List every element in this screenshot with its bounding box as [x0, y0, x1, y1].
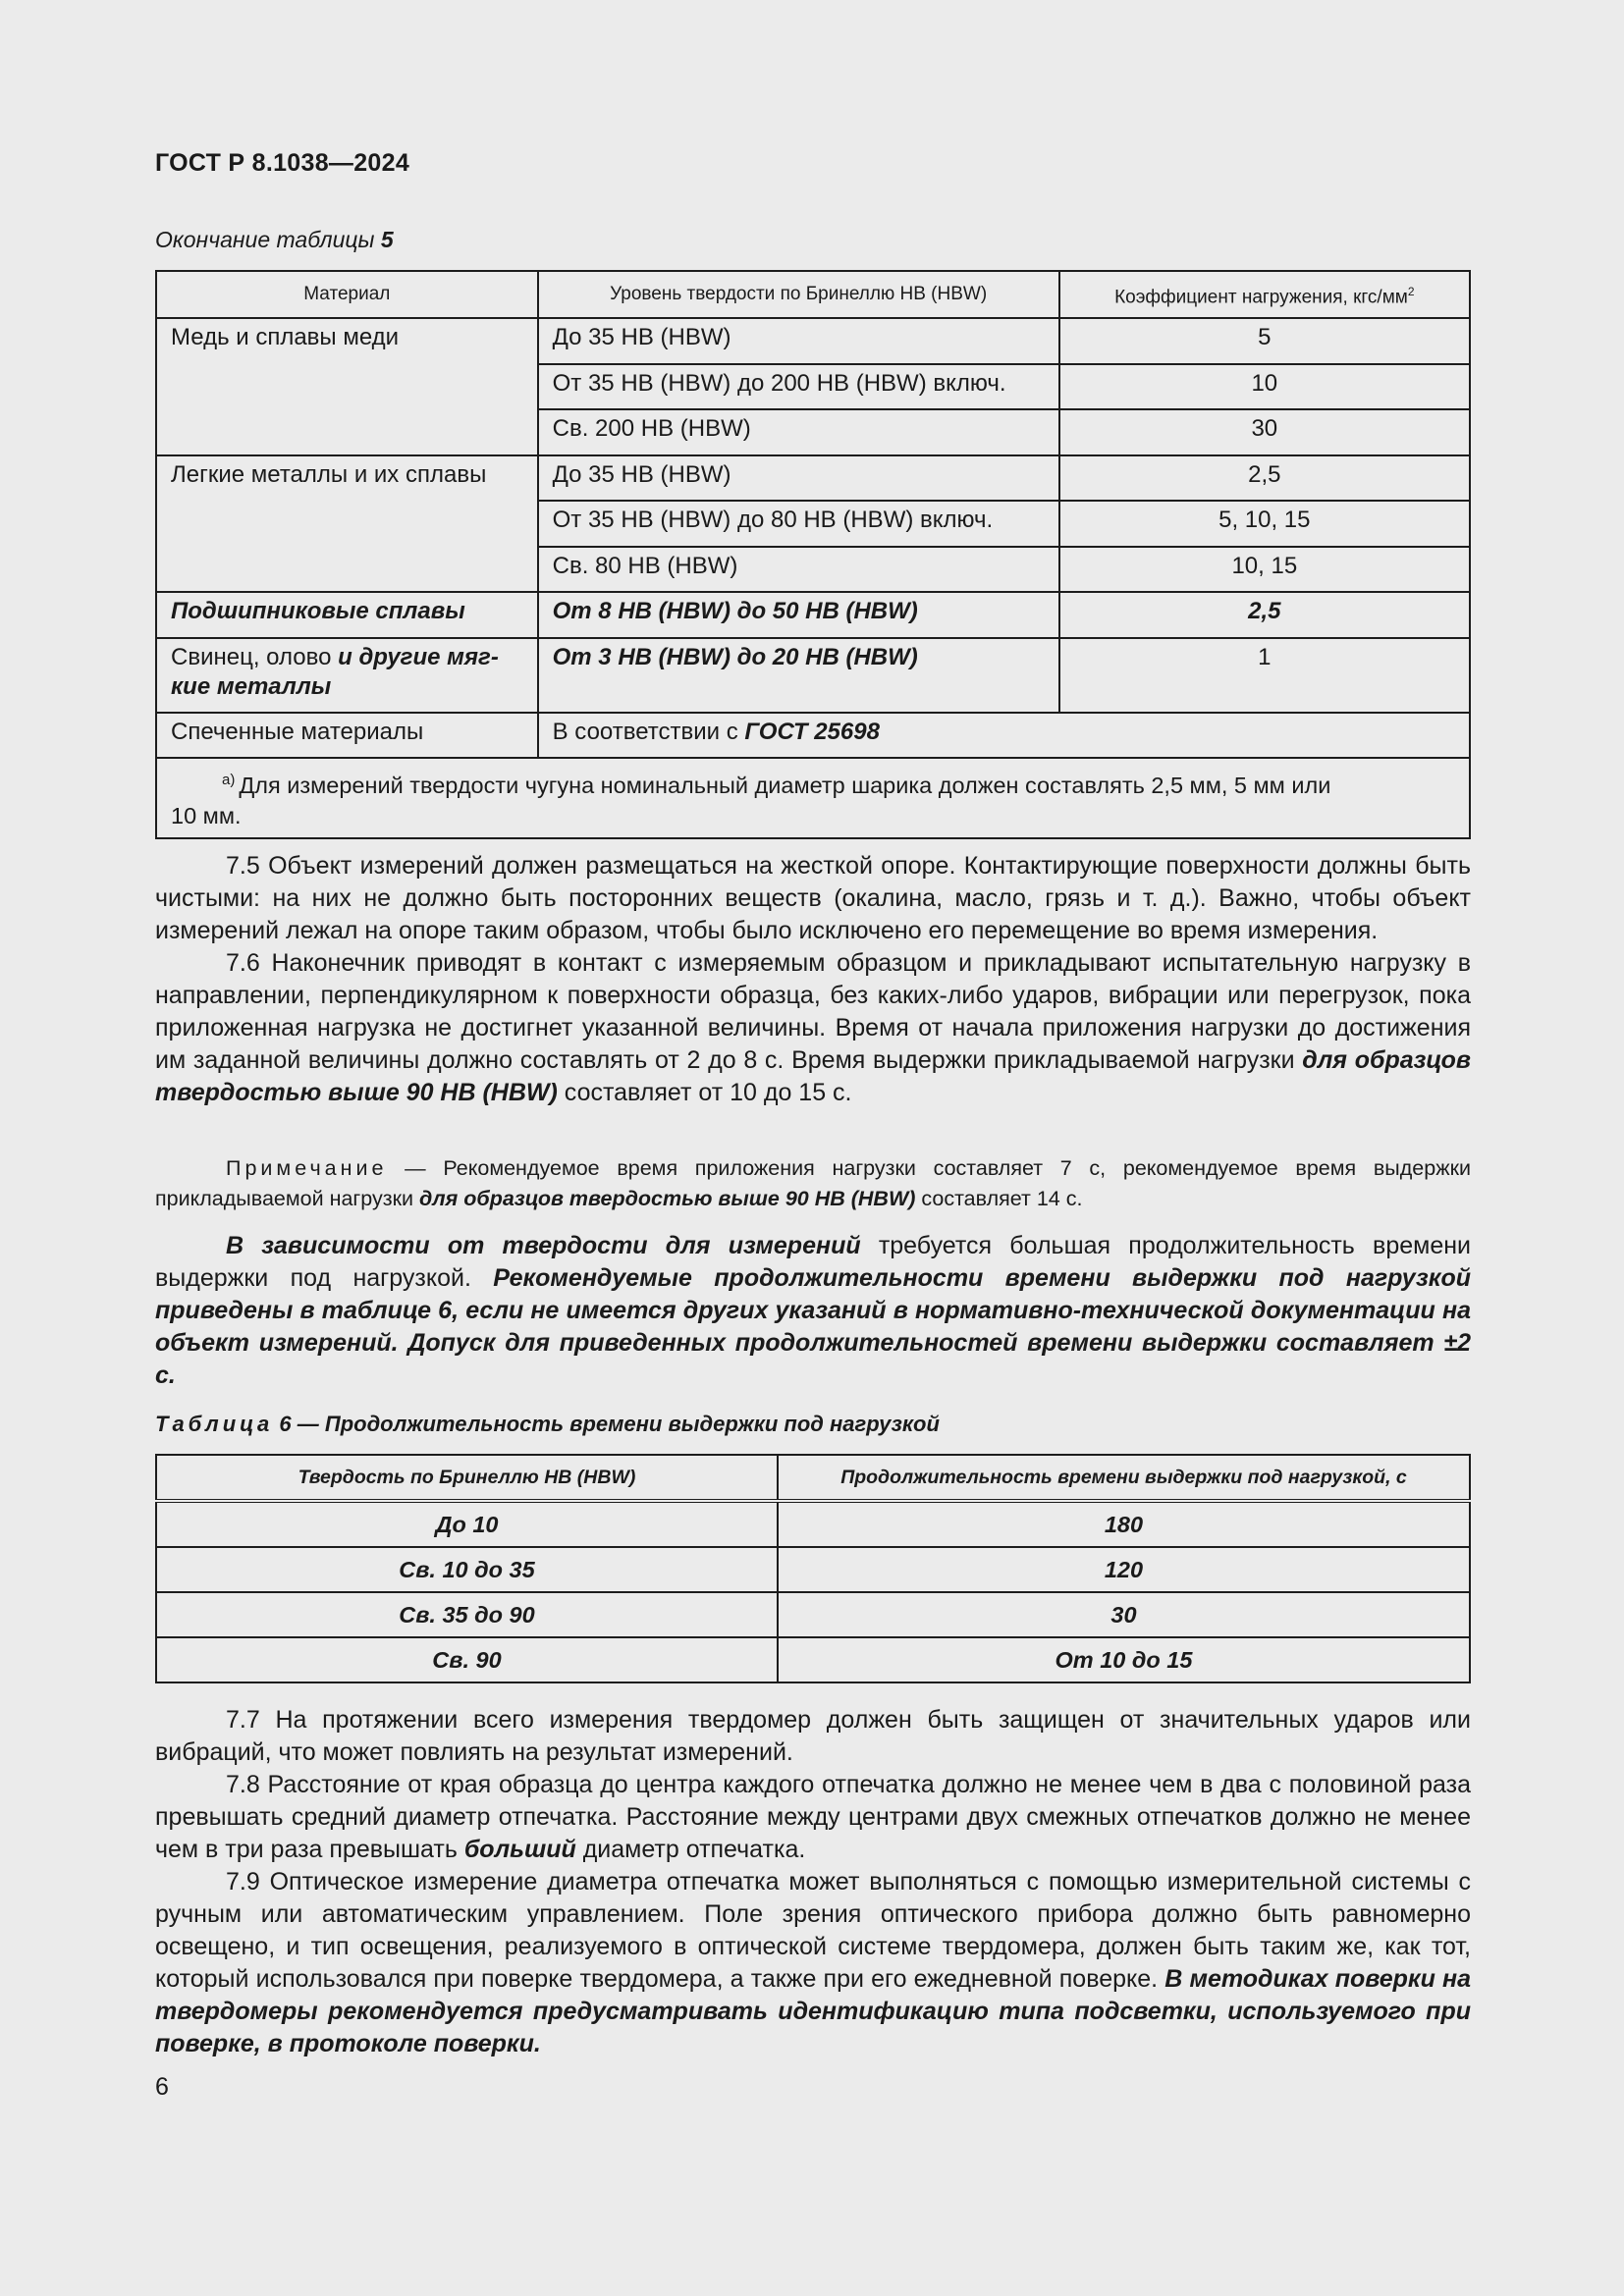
paragraph-hold-time: В зависимости от твердости для измерений требуется большая продолжительность времени выдержки под нагрузкой. Рекомендуемые продолжительности времени выдержки под нагрузкой приведены в таблице 6, если не имеется других указаний в нормативно-технической документации на объект измерений. Допуск для приведенных продолжительностей времени выдержки составляет ±2 с. — [155, 1232, 1471, 1389]
column-header-hardness-level: Уровень твердости по Бринеллю НВ (HBW) — [538, 271, 1059, 318]
table6-caption: Таблица 6 — Продолжительность времени выдержки под нагрузкой — [155, 1412, 940, 1436]
paragraph-7-8: 7.8 Расстояние от края образца до центра каждого отпечатка должно не менее чем в два с половиной раза превышать средний диаметр отпечатка. Расстояние между центрами двух смежных отпечатков должно не менее чем в три раза превышать больший диаметр отпечатка. — [155, 1771, 1471, 1863]
duration-cell: От 10 до 15 — [778, 1637, 1470, 1682]
table5-caption: Окончание таблицы 5 — [155, 227, 394, 252]
column-header-load-coefficient: Коэффициент нагружения, кгс/$мм^2$ — [1059, 271, 1470, 318]
level-cell: От 8 НВ (HBW) до 50 НВ (HBW) — [538, 592, 1059, 638]
table-row — [156, 713, 1470, 759]
hardness-cell: Св. 90 — [156, 1637, 778, 1682]
table-footnote-row — [156, 758, 1470, 838]
coeff-cell: 5, 10, 15 — [1059, 501, 1470, 547]
duration-cell: 30 — [778, 1592, 1470, 1637]
note-block — [155, 1153, 1471, 1214]
paragraph-7-9: 7.9 Оптическое измерение диаметра отпечатка может выполняться с помощью измерительной системы с ручным или автоматическим управлением. Поле зрения оптического прибора должно быть равномерно освещено, и тип освещения, реализуемого в оптической системе твердомера, должен быть таким же, как тот, который использовался при поверке твердомера, а также при его ежедневной поверке. В методиках поверки на твердомеры рекомендуется предусматривать идентификацию типа подсветки, используемого при поверке, в протоколе поверки. — [155, 1868, 1472, 2057]
table6 — [155, 1454, 1471, 1683]
table5 — [155, 270, 1471, 839]
material-cell: Легкие металлы и их сплавы — [156, 455, 538, 593]
material-cell: Подшипниковые сплавы — [156, 592, 538, 638]
column-header-hardness: Твердость по Бринеллю НВ (HBW) — [156, 1455, 778, 1501]
body-text-block-3 — [155, 1704, 1471, 2060]
table-row — [156, 592, 1470, 638]
level-cell: Св. 80 НВ (HBW) — [538, 547, 1059, 593]
material-cell: Медь и сплавы меди — [156, 318, 538, 455]
level-cell: В соответствии с ГОСТ 25698 — [538, 713, 1470, 759]
table-row — [156, 455, 1470, 502]
level-cell: Св. 200 НВ (HBW) — [538, 409, 1059, 455]
document-header: ГОСТ Р 8.1038—2024 — [155, 149, 410, 177]
table-footnote: $^{а)}$ Для измерений твердости чугуна номинальный диаметр шарика должен составлять 2,5 мм, 5 мм или 10 мм. — [156, 758, 1470, 838]
note-label: Примечание — [226, 1156, 388, 1180]
note: Примечание — Рекомендуемое время приложения нагрузки составляет 7 с, рекомендуемое время выдержки прикладываемой нагрузки для образцов твердостью выше 90 НВ (HBW) составляет 14 с. — [155, 1156, 1471, 1210]
level-cell: От 35 НВ (HBW) до 80 НВ (HBW) включ. — [538, 501, 1059, 547]
hardness-cell: До 10 — [156, 1501, 778, 1547]
paragraph-7-7: 7.7 На протяжении всего измерения твердомер должен быть защищен от значительных ударов или вибраций, что может повлиять на результат измерений. — [155, 1706, 1471, 1766]
column-header-material: Материал — [156, 271, 538, 318]
paragraph-7-6: 7.6 Наконечник приводят в контакт с измеряемым образцом и прикладывают испытательную нагрузку в направлении, перпендикулярном к поверхности образца, без каких-либо ударов, вибрации или перегрузок, пока приложенная нагрузка не достигнет указанной величины. Время от начала приложения нагрузки до достижения им заданной величины должно составлять от 2 до 8 с. Время выдержки прикладываемой нагрузки для образцов твердостью выше 90 НВ (HBW) составляет от 10 до 15 с. — [155, 949, 1471, 1106]
coeff-cell: 30 — [1059, 409, 1470, 455]
level-cell: До 35 НВ (HBW) — [538, 318, 1059, 364]
page-number: 6 — [155, 2073, 169, 2101]
coeff-cell: 1 — [1059, 638, 1470, 713]
level-cell: От 35 НВ (HBW) до 200 НВ (HBW) включ. — [538, 364, 1059, 410]
duration-cell: 180 — [778, 1501, 1470, 1547]
hardness-cell: Св. 35 до 90 — [156, 1592, 778, 1637]
column-header-hold-duration: Продолжительность времени выдержки под нагрузкой, с — [778, 1455, 1470, 1501]
footnote-mark: а) — [222, 772, 236, 788]
body-text-block-1 — [155, 850, 1471, 1109]
duration-cell: 120 — [778, 1547, 1470, 1592]
table-row — [156, 1547, 1470, 1592]
coeff-cell: 10, 15 — [1059, 547, 1470, 593]
material-cell: Свинец, олово и другие мяг- кие металлы — [156, 638, 538, 713]
hardness-cell: Св. 10 до 35 — [156, 1547, 778, 1592]
coeff-cell: 2,5 — [1059, 455, 1470, 502]
level-cell: От 3 НВ (HBW) до 20 НВ (HBW) — [538, 638, 1059, 713]
coeff-cell: 2,5 — [1059, 592, 1470, 638]
table-row — [156, 638, 1470, 713]
level-cell: До 35 НВ (HBW) — [538, 455, 1059, 502]
table-row — [156, 318, 1470, 364]
table-row — [156, 1592, 1470, 1637]
table-row — [156, 1637, 1470, 1682]
table-row — [156, 1501, 1470, 1547]
body-text-block-2 — [155, 1230, 1471, 1392]
paragraph-7-5: 7.5 Объект измерений должен размещаться на жесткой опоре. Контактирующие поверхности должны быть чистыми: на них не должно быть посторонних веществ (окалина, масло, грязь и т. д.). Важно, чтобы объект измерений лежал на опоре таким образом, чтобы было исключено его перемещение во время измерения. — [155, 852, 1471, 944]
coeff-cell: 10 — [1059, 364, 1470, 410]
material-cell: Спеченные материалы — [156, 713, 538, 759]
coeff-cell: 5 — [1059, 318, 1470, 364]
